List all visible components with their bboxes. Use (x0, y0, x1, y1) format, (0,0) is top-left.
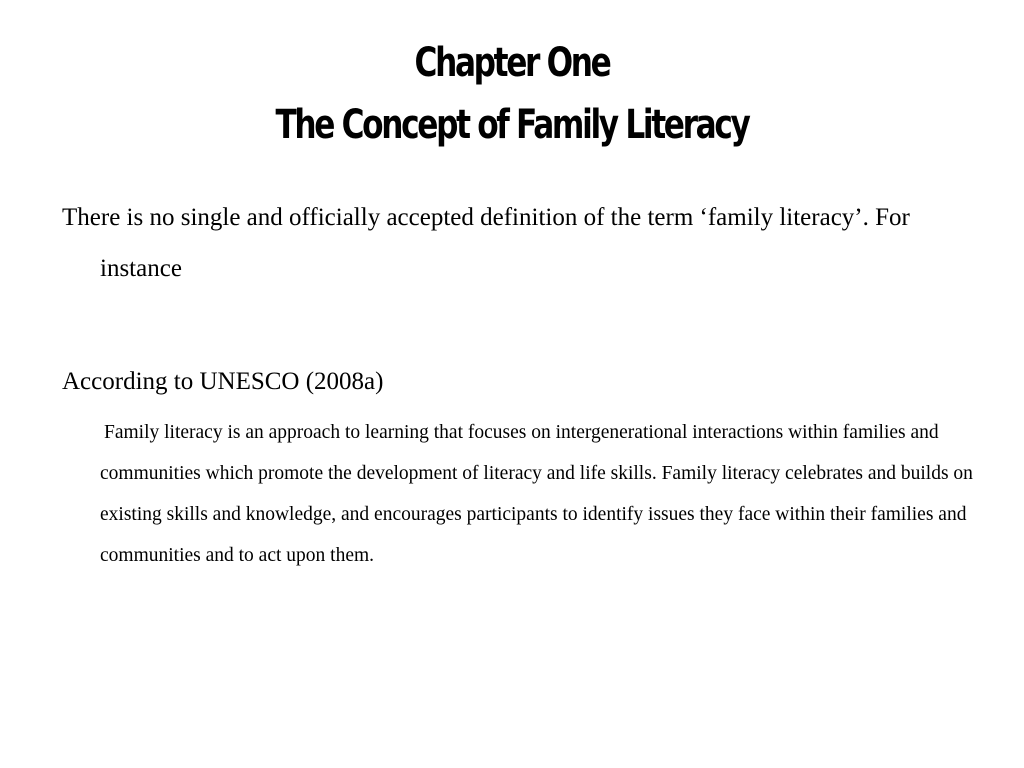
definition-quote: Family literacy is an approach to learning that focuses on intergenerational interactions within families and communities which promote the development of literacy and life skills. Family literacy celebrates and builds on existing skills and knowledge, and encourages participants to identify issues they face within their families and communities and to act upon them. (100, 422, 973, 566)
title-topic: The Concept of Family Literacy (275, 102, 749, 148)
intro-paragraph: There is no single and officially accepted definition of the term ‘family literacy’. For instance (62, 204, 910, 282)
source-attribution: According to UNESCO (2008a) (62, 368, 384, 395)
slide-title (113, 32, 912, 156)
title-chapter: Chapter One (414, 40, 610, 86)
